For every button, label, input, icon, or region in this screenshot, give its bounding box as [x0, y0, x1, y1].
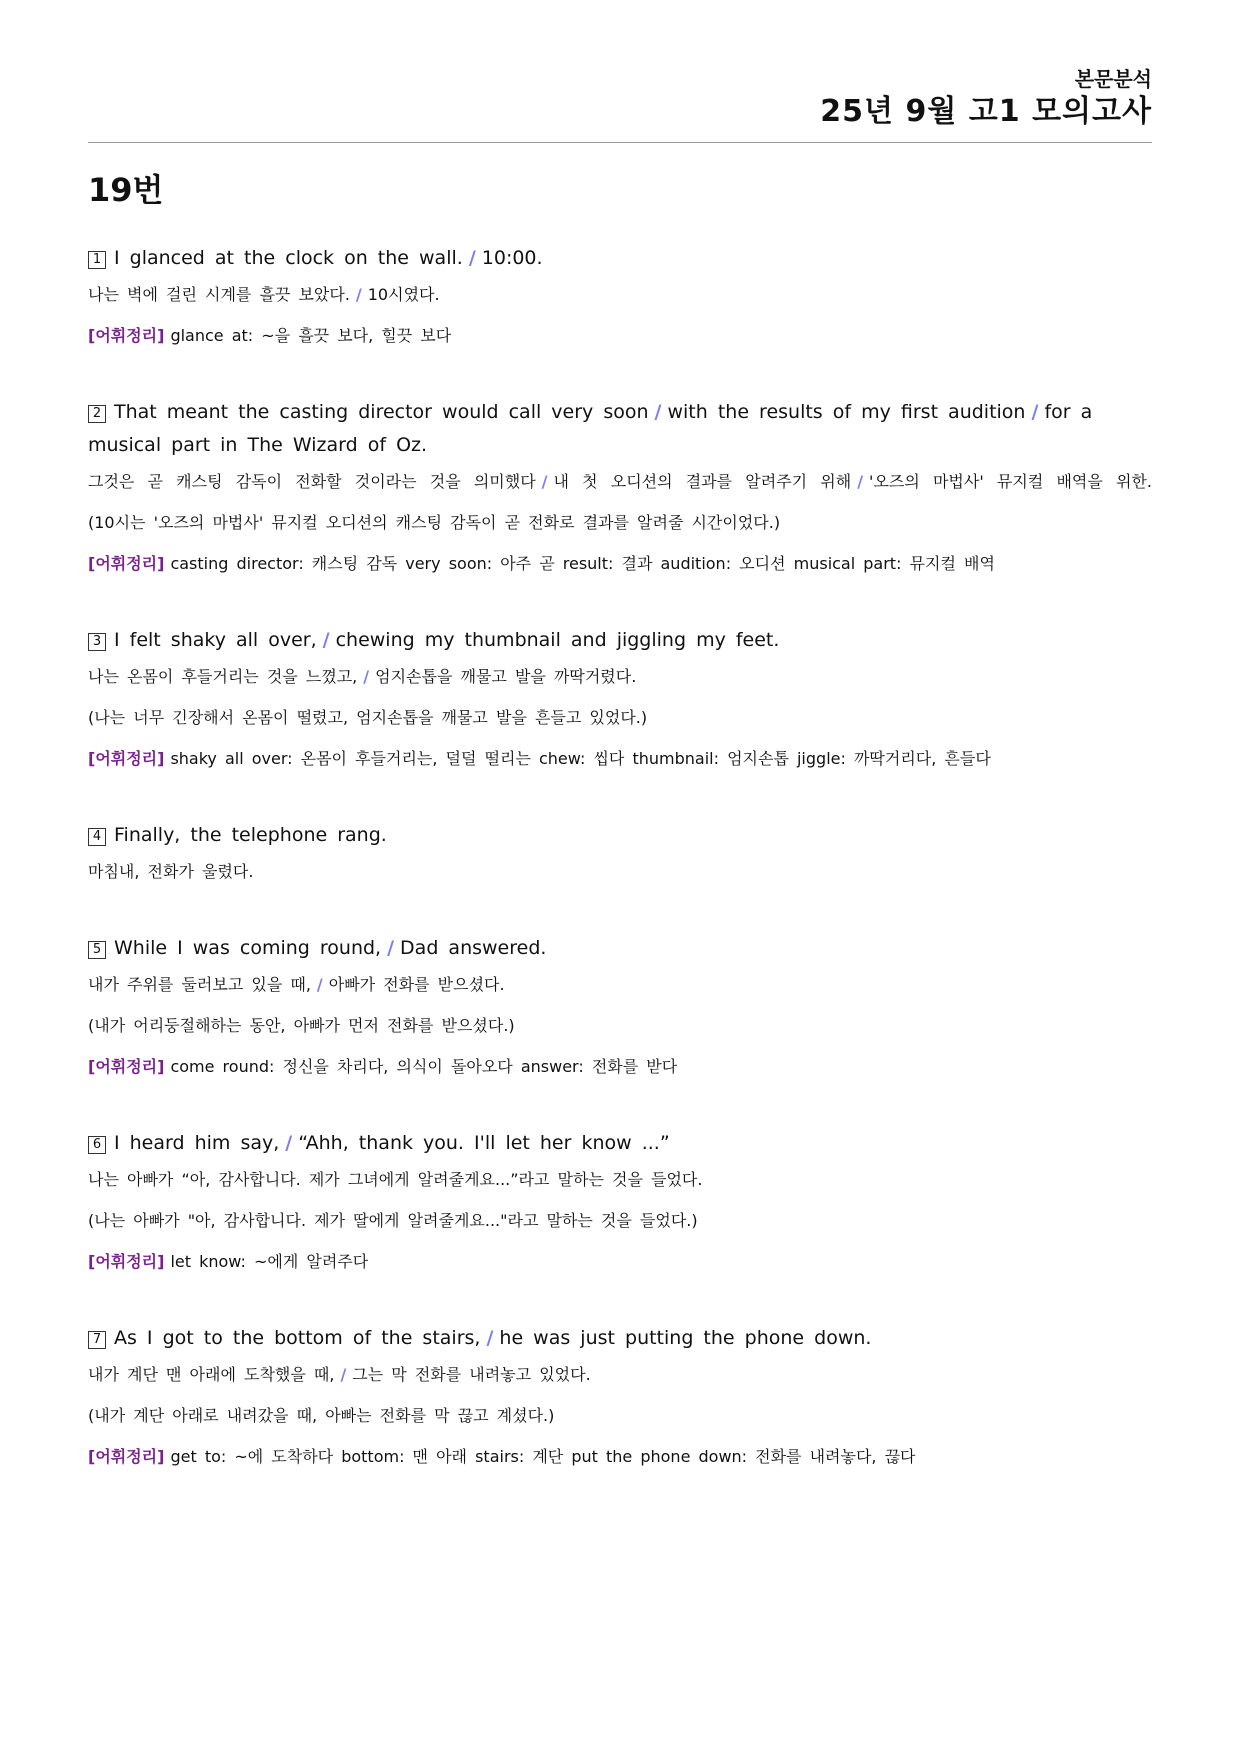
korean-chunk: '오즈의 마법사' 뮤지컬 배역을 위한.	[869, 472, 1152, 491]
sentence-item	[88, 1322, 1152, 1469]
vocab-summary	[88, 552, 1152, 576]
english-chunk: “Ahh, thank you. I'll let her know ...”	[298, 1132, 670, 1154]
sentence-list	[88, 242, 1152, 1517]
korean-chunk: 나는 온몸이 후들거리는 것을 느꼈고,	[88, 667, 358, 686]
english-chunk: As I got to the bottom of the stairs,	[114, 1327, 481, 1349]
korean-translation	[88, 1363, 1152, 1387]
english-chunk: 10:00.	[481, 247, 543, 269]
vocab-text: let know: ~에게 알려주다	[170, 1252, 369, 1271]
question-title: 19번	[88, 171, 164, 209]
chunk-separator: /	[340, 1365, 347, 1384]
vocab-text: shaky all over: 온몸이 후들거리는, 덜덜 떨리는 chew: 씹다 thumbnail: 엄지손톱 jiggle: 까딱거리다, 흔들다	[170, 749, 991, 768]
korean-translation	[88, 860, 1152, 884]
chunk-separator: /	[541, 472, 548, 491]
english-sentence	[88, 396, 1152, 462]
chunk-separator: /	[468, 247, 476, 269]
english-chunk: I felt shaky all over,	[114, 629, 317, 651]
korean-translation	[88, 283, 1152, 307]
translation-note: (나는 너무 긴장해서 온몸이 떨렸고, 엄지손톱을 깨물고 발을 흔들고 있었다.)	[88, 708, 648, 727]
korean-chunk: 나는 아빠가 “아, 감사합니다. 제가 그녀에게 알려줄게요...”라고 말하는 것을 들었다.	[88, 1170, 703, 1189]
sentence-number-box: 6	[88, 1136, 106, 1154]
sentence-item	[88, 1127, 1152, 1274]
chunk-separator: /	[363, 667, 370, 686]
vocab-label: [어휘정리]	[88, 554, 165, 573]
sentence-item	[88, 242, 1152, 348]
korean-translation	[88, 973, 1152, 997]
english-chunk: for a musical part in The Wizard of Oz.	[88, 401, 1093, 456]
english-chunk: he was just putting the phone down.	[499, 1327, 872, 1349]
english-chunk: Dad answered.	[400, 937, 547, 959]
vocab-summary	[88, 1445, 1152, 1469]
english-chunk: I glanced at the clock on the wall.	[114, 247, 463, 269]
english-chunk: chewing my thumbnail and jiggling my feet.	[335, 629, 780, 651]
translation-note: (내가 계단 아래로 내려갔을 때, 아빠는 전화를 막 끊고 계셨다.)	[88, 1406, 555, 1425]
english-sentence	[88, 1322, 1152, 1355]
vocab-summary	[88, 324, 1152, 348]
vocab-label: [어휘정리]	[88, 326, 165, 345]
sentence-item	[88, 819, 1152, 884]
korean-chunk: 엄지손톱을 깨물고 발을 까딱거렸다.	[375, 667, 637, 686]
korean-translation	[88, 1168, 1152, 1192]
korean-chunk: 마침내, 전화가 울렸다.	[88, 862, 254, 881]
korean-chunk: 10시였다.	[367, 285, 440, 304]
english-chunk: That meant the casting director would call very soon	[114, 401, 649, 423]
header-subtitle: 본문분석	[1074, 67, 1152, 91]
chunk-separator: /	[1031, 401, 1039, 423]
english-chunk: Finally, the telephone rang.	[114, 824, 387, 846]
sentence-number-box: 7	[88, 1331, 106, 1349]
sentence-item	[88, 396, 1152, 576]
sentence-number-box: 4	[88, 828, 106, 846]
vocab-label: [어휘정리]	[88, 1447, 165, 1466]
translation-note: (10시는 '오즈의 마법사' 뮤지컬 오디션의 캐스팅 감독이 곧 전화로 결과를 알려줄 시간이었다.)	[88, 513, 781, 532]
korean-chunk: 아빠가 전화를 받으셨다.	[328, 975, 505, 994]
sentence-item	[88, 624, 1152, 771]
header-title: 25년 9월 고1 모의고사	[820, 94, 1152, 129]
english-sentence	[88, 819, 1152, 852]
chunk-separator: /	[654, 401, 662, 423]
english-chunk: While I was coming round,	[114, 937, 382, 959]
sentence-item	[88, 932, 1152, 1079]
korean-chunk: 내 첫 오디션의 결과를 알려주기 위해	[553, 472, 852, 491]
chunk-separator: /	[322, 629, 330, 651]
vocab-label: [어휘정리]	[88, 1252, 165, 1271]
english-sentence	[88, 1127, 1152, 1160]
korean-chunk: 나는 벽에 걸린 시계를 흘끗 보았다.	[88, 285, 350, 304]
sentence-number-box: 2	[88, 405, 106, 423]
sentence-number-box: 3	[88, 633, 106, 651]
vocab-label: [어휘정리]	[88, 749, 165, 768]
chunk-separator: /	[486, 1327, 494, 1349]
english-chunk: I heard him say,	[114, 1132, 280, 1154]
sentence-number-box: 5	[88, 941, 106, 959]
english-sentence	[88, 932, 1152, 965]
vocab-summary	[88, 747, 1152, 771]
sentence-number-box: 1	[88, 251, 106, 269]
korean-chunk: 그것은 곧 캐스팅 감독이 전화할 것이라는 것을 의미했다	[88, 472, 536, 491]
chunk-separator: /	[285, 1132, 293, 1154]
korean-chunk: 그는 막 전화를 내려놓고 있었다.	[352, 1365, 591, 1384]
vocab-summary	[88, 1055, 1152, 1079]
vocab-summary	[88, 1250, 1152, 1274]
vocab-text: get to: ~에 도착하다 bottom: 맨 아래 stairs: 계단 put the phone down: 전화를 내려놓다, 끊다	[170, 1447, 916, 1466]
english-sentence	[88, 242, 1152, 275]
translation-note: (내가 어리둥절해하는 동안, 아빠가 먼저 전화를 받으셨다.)	[88, 1016, 515, 1035]
korean-chunk: 내가 주위를 둘러보고 있을 때,	[88, 975, 311, 994]
english-sentence	[88, 624, 1152, 657]
korean-translation	[88, 665, 1152, 689]
page-header	[820, 66, 1152, 132]
korean-chunk: 내가 계단 맨 아래에 도착했을 때,	[88, 1365, 335, 1384]
translation-note: (나는 아빠가 "아, 감사합니다. 제가 딸에게 알려줄게요..."라고 말하는 것을 들었다.)	[88, 1211, 698, 1230]
english-chunk: with the results of my first audition	[667, 401, 1026, 423]
chunk-separator: /	[316, 975, 323, 994]
chunk-separator: /	[857, 472, 864, 491]
vocab-text: casting director: 캐스팅 감독 very soon: 아주 곧 result: 결과 audition: 오디션 musical part: 뮤지컬 배역	[170, 554, 995, 573]
korean-translation	[88, 470, 1152, 494]
chunk-separator: /	[355, 285, 362, 304]
chunk-separator: /	[387, 937, 395, 959]
header-divider	[88, 142, 1152, 143]
vocab-label: [어휘정리]	[88, 1057, 165, 1076]
vocab-text: come round: 정신을 차리다, 의식이 돌아오다 answer: 전화를 받다	[170, 1057, 678, 1076]
vocab-text: glance at: ~을 흘끗 보다, 힐끗 보다	[170, 326, 452, 345]
